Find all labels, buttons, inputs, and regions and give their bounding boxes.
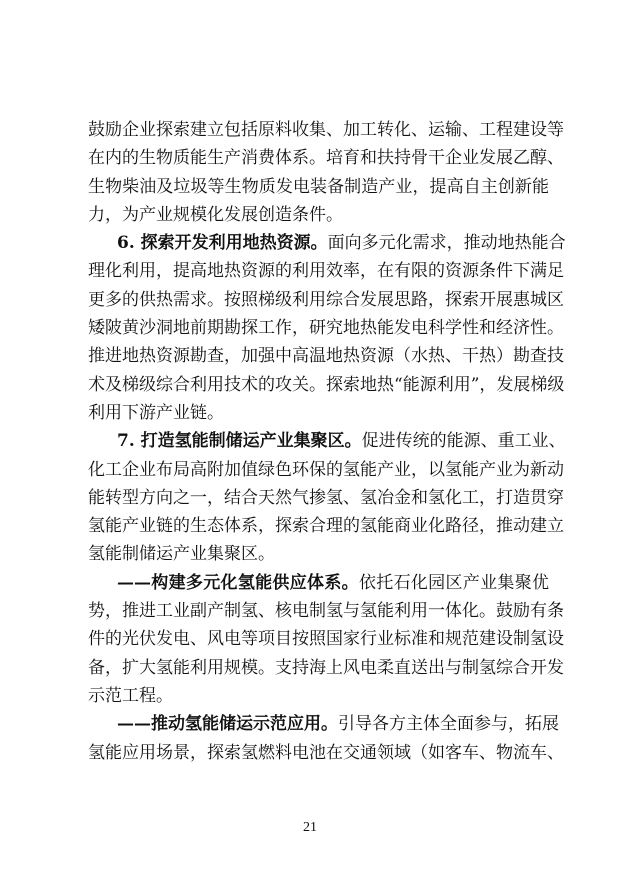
text-line xyxy=(88,710,559,738)
text-line xyxy=(88,201,549,229)
line-text: 推进地热资源勘查，加强中高温地热资源（水热、干热）勘查技 xyxy=(88,346,564,367)
line-text: 利用下游产业链。 xyxy=(88,402,224,423)
line-text: 理化利用，提高地热资源的利用效率，在有限的资源条件下满足 xyxy=(88,261,564,282)
line-text: 鼓励企业探索建立包括原料收集、加工转化、运输、工程建设等 xyxy=(88,120,564,140)
line-text: 生物柴油及垃圾等生物质发电装备制造产业，提高自主创新能 xyxy=(88,176,549,197)
paragraph xyxy=(88,569,564,710)
text-line xyxy=(88,654,564,682)
text-line xyxy=(88,257,564,285)
text-line xyxy=(88,597,564,625)
line-text: 件的光伏发电、风电等项目按照国家行业标准和规范建设制氢设 xyxy=(88,629,564,650)
text-line xyxy=(88,540,549,568)
paragraph xyxy=(88,710,564,767)
paragraph xyxy=(88,427,566,568)
text-line xyxy=(88,512,564,540)
line-text: 更多的供热需求。按照梯级利用综合发展思路，探索开展惠城区 xyxy=(88,289,564,310)
text-line xyxy=(88,371,565,399)
text-line xyxy=(88,739,564,767)
document-body xyxy=(88,116,566,767)
text-line xyxy=(88,484,564,512)
line-text: 力，为产业规模化发展创造条件。 xyxy=(88,204,343,225)
text-line xyxy=(88,173,549,201)
line-text: 氢能制储运产业集聚区。 xyxy=(88,544,275,565)
text-line xyxy=(88,144,564,172)
line-text: 面向多元化需求，推动地热能合 xyxy=(327,233,566,254)
line-text: 能转型方向之一，结合天然气掺氢、氢冶金和氢化工，打造贯穿 xyxy=(88,487,564,508)
paragraph xyxy=(88,229,566,427)
text-line xyxy=(88,229,566,257)
text-line xyxy=(88,342,564,370)
text-line xyxy=(88,116,564,144)
line-text: 引导各方主体全面参与，拓展 xyxy=(338,714,559,735)
line-text: 促进传统的能源、重工业、 xyxy=(361,431,566,452)
page-number: 21 xyxy=(303,820,317,835)
text-line xyxy=(88,625,564,653)
text-line xyxy=(88,682,549,710)
line-text: 备，扩大氢能利用规模。支持海上风电柔直送出与制氢综合开发 xyxy=(88,657,564,678)
text-line xyxy=(88,569,549,597)
line-text: 氢能产业链的生态体系，探索合理的氢能商业化路径，推动建立 xyxy=(88,516,564,537)
text-line xyxy=(88,456,564,484)
line-text: 示范工程。 xyxy=(88,685,173,706)
line-text: 势，推进工业副产制氢、核电制氢与氢能利用一体化。鼓励有条 xyxy=(88,601,564,622)
section-heading: 6. 探索开发利用地热资源。 xyxy=(117,233,328,254)
section-heading: 7. 打造氢能制储运产业集聚区。 xyxy=(117,431,362,452)
line-text: 依托石化园区产业集聚优 xyxy=(358,572,550,593)
text-line xyxy=(88,427,566,455)
section-heading: ——构建多元化氢能供应体系。 xyxy=(117,572,359,593)
text-line xyxy=(88,399,549,427)
line-text: 化工企业布局高附加值绿色环保的氢能产业，以氢能产业为新动 xyxy=(88,459,564,480)
text-line xyxy=(88,286,564,314)
line-text: 在内的生物质能生产消费体系。培育和扶持骨干企业发展乙醇、 xyxy=(88,148,564,169)
line-text: 术及梯级综合利用技术的攻关。探索地热“能源利用”，发展梯级 xyxy=(88,374,565,395)
paragraph xyxy=(88,116,564,229)
text-line xyxy=(88,314,564,342)
line-text: 氢能应用场景，探索氢燃料电池在交通领域（如客车、物流车、 xyxy=(88,742,564,763)
line-text: 矮陂黄沙洞地前期勘探工作，研究地热能发电科学性和经济性。 xyxy=(88,318,564,339)
section-heading: ——推动氢能储运示范应用。 xyxy=(117,714,338,735)
